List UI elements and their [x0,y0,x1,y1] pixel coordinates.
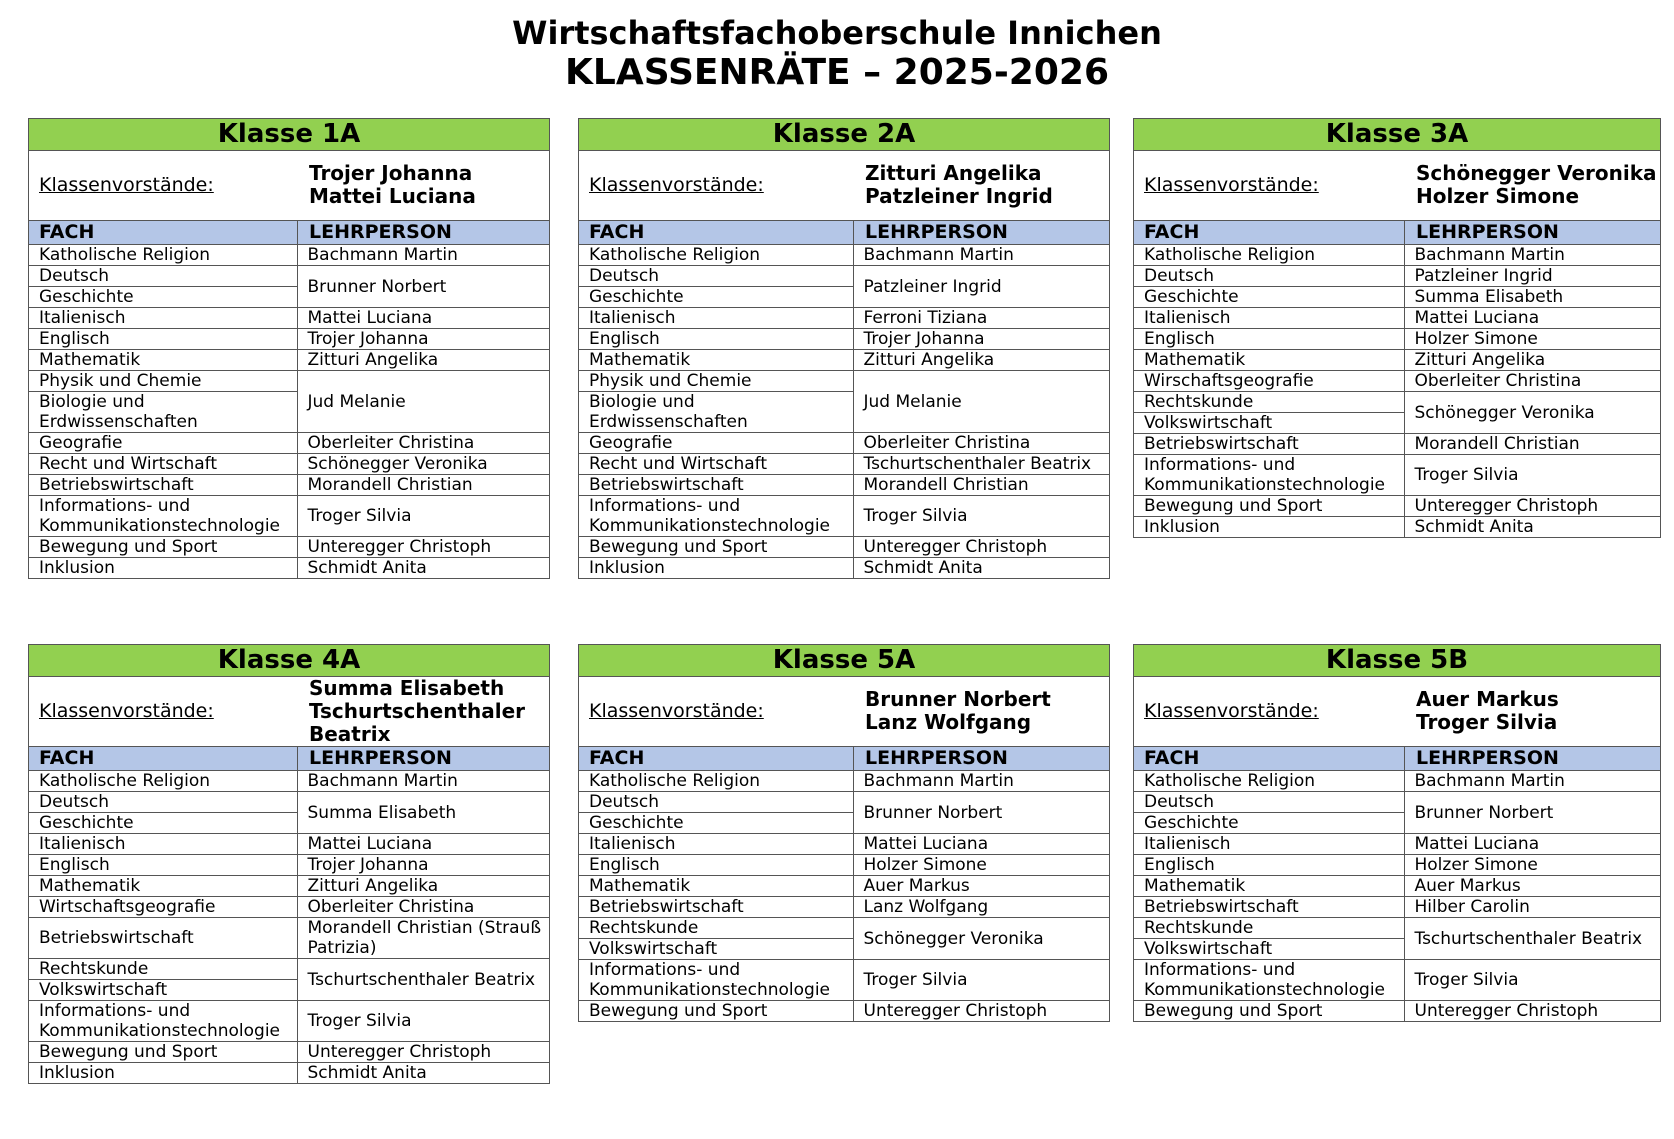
subject-cell: Katholische Religion [29,771,297,792]
subject-cell: Volkswirtschaft [1134,413,1404,434]
table-row [29,959,549,980]
klassenvorstand-name: Troger Silvia [1416,710,1558,734]
table-row [1134,392,1660,413]
column-divider [853,747,854,770]
subject-cell: Mathematik [1134,350,1404,371]
teacher-cell: Schmidt Anita [307,558,427,578]
subject-cell: Italienisch [579,308,853,329]
table-row [1134,496,1660,517]
fach-header: FACH [39,747,95,769]
klassenvorstaende-label: Klassenvorstände: [1144,174,1319,196]
teacher-cell: Trojer Johanna [297,329,549,350]
table-row [579,350,1109,371]
table-row [579,454,1109,475]
klassenvorstaende-label: Klassenvorstände: [589,700,764,722]
teacher-cell: Bachmann Martin [297,245,549,266]
subject-cell: Wirschaftsgeografie [1134,371,1404,392]
table-row [579,771,1109,792]
teacher-cell: Holzer Simone [1404,329,1660,350]
subjects-table [1134,245,1660,537]
teacher-cell: Jud Melanie [853,371,1109,433]
subject-cell: Recht und Wirtschaft [29,454,297,475]
table-row [579,266,1109,287]
teacher-cell: Zitturi Angelika [297,350,549,371]
subject-cell: Bewegung und Sport [29,537,297,558]
subject-cell: Englisch [29,855,297,876]
teacher-cell: Summa Elisabeth [1404,287,1660,308]
class-card [578,644,1110,1022]
lehrperson-header: LEHRPERSON [865,221,1008,243]
subject-cell: Italienisch [29,308,297,329]
subjects-table [579,245,1109,578]
table-row [1134,792,1660,813]
table-row [579,897,1109,918]
subjects-table [1134,771,1660,1021]
column-header [1134,221,1660,245]
subject-cell: Katholische Religion [1134,771,1404,792]
teacher-cell: Unteregger Christoph [297,537,549,558]
subject-cell: Italienisch [29,834,297,855]
table-row [1134,960,1660,1001]
table-row [579,433,1109,454]
class-title: Klasse 2A [579,119,1109,151]
column-header [29,221,549,245]
teacher-cell: Brunner Norbert [853,792,1109,834]
klassenvorstaende-row [1134,677,1660,747]
table-row [29,266,549,287]
subject-cell: Englisch [29,329,297,350]
subject-cell: Katholische Religion [29,245,297,266]
teacher-cell: Unteregger Christoph [297,1042,549,1063]
subject-cell: Deutsch [579,792,853,813]
teacher-cell: Auer Markus [853,876,1109,897]
teacher-cell: Troger Silvia [1404,455,1660,496]
table-row [29,558,549,579]
table-row [579,537,1109,558]
subject-cell: Informations- und Kommunikationstechnologie [29,1001,297,1042]
klassenvorstaende-names [865,151,1107,219]
subject-cell: Italienisch [1134,308,1404,329]
subjects-table [29,245,549,578]
column-divider [297,221,298,244]
teacher-cell: Unteregger Christoph [853,537,1109,558]
subject-cell: Deutsch [579,266,853,287]
teacher-cell: Summa Elisabeth [297,792,549,834]
subjects-table [579,771,1109,1021]
teacher-cell: Patzleiner Ingrid [1404,266,1660,287]
table-row [1134,876,1660,897]
teacher-cell: Troger Silvia [297,1001,549,1042]
table-row [1134,329,1660,350]
subject-cell: Bewegung und Sport [29,1042,297,1063]
teacher-cell: Schönegger Veronika [297,454,549,475]
subject-cell: Geschichte [1134,813,1404,834]
subject-cell: Rechtskunde [1134,392,1404,413]
fach-header: FACH [1144,747,1200,769]
teacher-cell: Mattei Luciana [1404,834,1660,855]
table-row [29,876,549,897]
class-title: Klasse 1A [29,119,549,151]
subject-cell: Geschichte [29,813,297,834]
subject-cell: Italienisch [1134,834,1404,855]
teacher-cell: Troger Silvia [1404,960,1660,1001]
subject-cell: Betriebswirtschaft [29,918,297,959]
class-title: Klasse 4A [29,645,549,677]
teacher-cell: Mattei Luciana [297,308,549,329]
subject-cell: Katholische Religion [1134,245,1404,266]
klassenvorstand-name: Zitturi Angelika [865,161,1042,185]
klassenvorstaende-names [309,151,547,219]
teacher-cell: Zitturi Angelika [1404,350,1660,371]
subject-cell: Volkswirtschaft [1134,939,1404,960]
class-title: Klasse 5A [579,645,1109,677]
teacher-cell: Unteregger Christoph [1404,496,1660,517]
subject-cell: Rechtskunde [29,959,297,980]
table-row [29,475,549,496]
column-divider [853,221,854,244]
table-row [1134,771,1660,792]
subject-cell: Italienisch [579,834,853,855]
table-row [1134,855,1660,876]
subject-cell: Betriebswirtschaft [1134,897,1404,918]
teacher-cell: Troger Silvia [297,496,549,537]
table-row [29,918,549,959]
table-row [29,454,549,475]
table-row [1134,918,1660,939]
table-row [1134,834,1660,855]
table-row [579,308,1109,329]
subject-cell: Bewegung und Sport [1134,1001,1404,1022]
subject-cell: Physik und Chemie [579,371,853,392]
teacher-cell: Bachmann Martin [1404,771,1660,792]
fach-header: FACH [589,221,645,243]
subject-cell: Informations- und Kommunikationstechnologie [1134,960,1404,1001]
column-header [579,221,1109,245]
klassenvorstand-name: Auer Markus [1416,687,1559,711]
klassenvorstaende-label: Klassenvorstände: [39,700,214,722]
klassenvorstaende-label: Klassenvorstände: [39,174,214,196]
table-row [29,371,549,392]
teacher-cell: Zitturi Angelika [297,876,549,897]
klassenvorstaende-names [1416,151,1658,219]
subject-cell: Volkswirtschaft [579,939,853,960]
table-row [29,245,549,266]
table-row [29,771,549,792]
teacher-cell: Troger Silvia [853,496,1109,537]
teacher-cell: Oberleiter Christina [297,433,549,454]
table-row [1134,245,1660,266]
column-header [1134,747,1660,771]
teacher-cell: Hilber Carolin [1404,897,1660,918]
teacher-cell: Brunner Norbert [1404,792,1660,834]
table-row [29,1042,549,1063]
klassenvorstand-name: Mattei Luciana [309,184,476,208]
subject-cell: Rechtskunde [579,918,853,939]
subject-cell: Deutsch [1134,266,1404,287]
subject-cell: Englisch [579,855,853,876]
lehrperson-header: LEHRPERSON [309,747,452,769]
table-row [1134,1001,1660,1022]
table-row [29,1063,549,1084]
teacher-cell: Schönegger Veronika [853,918,1109,960]
subject-cell: Mathematik [29,876,297,897]
klassenvorstaende-row [579,677,1109,747]
teacher-cell: Oberleiter Christina [1404,371,1660,392]
klassenvorstand-name: Patzleiner Ingrid [865,184,1053,208]
subject-cell: Biologie und Erdwissenschaften [29,392,297,433]
teacher-cell: Schmidt Anita [1414,517,1534,537]
subject-cell: Informations- und Kommunikationstechnologie [579,496,853,537]
subject-cell: Mathematik [1134,876,1404,897]
teacher-cell: Schmidt Anita [307,1063,427,1083]
subject-cell: Mathematik [29,350,297,371]
table-row [579,960,1109,1001]
subject-cell: Englisch [1134,855,1404,876]
lehrperson-header: LEHRPERSON [1416,747,1559,769]
teacher-cell: Bachmann Martin [853,771,1109,792]
table-row [579,329,1109,350]
subject-cell: Geschichte [1134,287,1404,308]
school-name: Wirtschaftsfachoberschule Innichen [512,14,1162,52]
table-row [29,834,549,855]
table-row [29,1001,549,1042]
subjects-table [29,771,549,1083]
klassenvorstand-name: Holzer Simone [1416,184,1580,208]
table-row [29,329,549,350]
subject-cell: Inklusion [579,558,853,579]
subject-cell: Informations- und Kommunikationstechnologie [579,960,853,1001]
column-header [579,747,1109,771]
table-row [579,792,1109,813]
klassenvorstaende-row [29,151,549,221]
table-row [1134,897,1660,918]
klassenvorstaende-names [1416,677,1658,745]
table-row [29,433,549,454]
teacher-cell: Zitturi Angelika [853,350,1109,371]
teacher-cell: Brunner Norbert [297,266,549,308]
lehrperson-header: LEHRPERSON [1416,221,1559,243]
fach-header: FACH [589,747,645,769]
table-row [579,245,1109,266]
table-row [29,855,549,876]
teacher-cell: Ferroni Tiziana [853,308,1109,329]
teacher-cell: Oberleiter Christina [297,897,549,918]
teacher-cell: Bachmann Martin [853,245,1109,266]
subject-cell: Biologie und Erdwissenschaften [579,392,853,433]
table-row [29,792,549,813]
subject-cell: Betriebswirtschaft [29,475,297,496]
subject-cell: Mathematik [579,876,853,897]
subject-cell: Inklusion [29,558,297,579]
table-row [1134,350,1660,371]
teacher-cell: Morandell Christian [1404,434,1660,455]
table-row [1134,287,1660,308]
teacher-cell: Trojer Johanna [853,329,1109,350]
table-row [579,834,1109,855]
table-row [29,350,549,371]
subject-cell: Volkswirtschaft [29,980,297,1001]
subject-cell: Geografie [579,433,853,454]
subject-cell: Geschichte [579,813,853,834]
teacher-cell: Tschurtschenthaler Beatrix [1404,918,1660,960]
subject-cell: Deutsch [1134,792,1404,813]
class-card [28,118,550,579]
subject-cell: Katholische Religion [579,771,853,792]
teacher-cell: Tschurtschenthaler Beatrix [297,959,549,1001]
teacher-cell: Patzleiner Ingrid [853,266,1109,308]
subject-cell: Deutsch [29,792,297,813]
column-divider [297,747,298,770]
page-title: KLASSENRÄTE – 2025-2026 [565,52,1109,93]
table-row [1134,308,1660,329]
table-row [579,876,1109,897]
table-row [29,897,549,918]
teacher-cell: Mattei Luciana [297,834,549,855]
klassenvorstand-name: Summa Elisabeth [309,675,505,700]
klassenvorstand-name: Brunner Norbert [865,687,1051,711]
class-card [1133,118,1661,538]
class-card [578,118,1110,579]
klassenvorstand-name: Lanz Wolfgang [865,710,1032,734]
table-row [29,496,549,537]
class-card [28,644,550,1084]
teacher-cell: Trojer Johanna [297,855,549,876]
table-row [29,537,549,558]
subject-cell: Bewegung und Sport [579,537,853,558]
subject-cell: Geschichte [579,287,853,308]
table-row [1134,434,1660,455]
table-row [579,371,1109,392]
fach-header: FACH [39,221,95,243]
table-row [1134,266,1660,287]
subject-cell: Englisch [1134,329,1404,350]
teacher-cell: Unteregger Christoph [1414,1001,1599,1021]
subject-cell: Deutsch [29,266,297,287]
class-card [1133,644,1661,1022]
subject-cell: Informations- und Kommunikationstechnologie [29,496,297,537]
table-row [579,1001,1109,1022]
teacher-cell: Unteregger Christoph [863,1001,1048,1021]
teacher-cell: Tschurtschenthaler Beatrix [853,454,1109,475]
klassenvorstand-name: Schönegger Veronika [1416,161,1657,185]
klassenvorstaende-row [1134,151,1660,221]
teacher-cell: Morandell Christian [853,475,1109,496]
table-row [579,496,1109,537]
teacher-cell: Schmidt Anita [863,558,983,578]
teacher-cell: Bachmann Martin [1404,245,1660,266]
table-row [579,475,1109,496]
subject-cell: Informations- und Kommunikationstechnologie [1134,455,1404,496]
table-row [1134,371,1660,392]
subject-cell: Betriebswirtschaft [579,897,853,918]
klassenvorstaende-row [579,151,1109,221]
lehrperson-header: LEHRPERSON [865,747,1008,769]
teacher-cell: Holzer Simone [1404,855,1660,876]
subject-cell: Geografie [29,433,297,454]
lehrperson-header: LEHRPERSON [309,221,452,243]
class-title: Klasse 5B [1134,645,1660,677]
subject-cell: Inklusion [29,1063,297,1084]
teacher-cell: Mattei Luciana [1404,308,1660,329]
subject-cell: Recht und Wirtschaft [579,454,853,475]
fach-header: FACH [1144,221,1200,243]
teacher-cell: Morandell Christian [297,475,549,496]
subject-cell: Betriebswirtschaft [579,475,853,496]
teacher-cell: Mattei Luciana [853,834,1109,855]
klassenvorstand-name: Tschurtschenthaler Beatrix [309,698,526,746]
column-divider [1404,747,1405,770]
column-divider [1404,221,1405,244]
table-row [1134,517,1660,538]
class-title: Klasse 3A [1134,119,1660,151]
subject-cell: Inklusion [1134,517,1404,538]
subject-cell: Katholische Religion [579,245,853,266]
teacher-cell: Holzer Simone [853,855,1109,876]
teacher-cell: Jud Melanie [297,371,549,433]
subject-cell: Englisch [579,329,853,350]
subject-cell: Mathematik [579,350,853,371]
subject-cell: Betriebswirtschaft [1134,434,1404,455]
teacher-cell: Bachmann Martin [297,771,549,792]
column-header [29,747,549,771]
teacher-cell: Auer Markus [1404,876,1660,897]
teacher-cell: Schönegger Veronika [1404,392,1660,434]
teacher-cell: Oberleiter Christina [853,433,1109,454]
subject-cell: Bewegung und Sport [579,1001,853,1022]
teacher-cell: Lanz Wolfgang [853,897,1109,918]
teacher-cell: Morandell Christian (Strauß Patrizia) [297,918,549,959]
subject-cell: Wirtschaftsgeografie [29,897,297,918]
klassenvorstaende-names [309,677,547,745]
table-row [1134,455,1660,496]
subject-cell: Geschichte [29,287,297,308]
klassenvorstand-name: Trojer Johanna [309,161,473,185]
table-row [579,558,1109,579]
subject-cell: Physik und Chemie [29,371,297,392]
table-row [579,855,1109,876]
klassenvorstaende-names [865,677,1107,745]
klassenvorstaende-label: Klassenvorstände: [589,174,764,196]
subject-cell: Rechtskunde [1134,918,1404,939]
table-row [29,308,549,329]
klassenvorstaende-row [29,677,549,747]
teacher-cell: Troger Silvia [853,960,1109,1001]
table-row [579,918,1109,939]
klassenvorstaende-label: Klassenvorstände: [1144,700,1319,722]
subject-cell: Bewegung und Sport [1134,496,1404,517]
